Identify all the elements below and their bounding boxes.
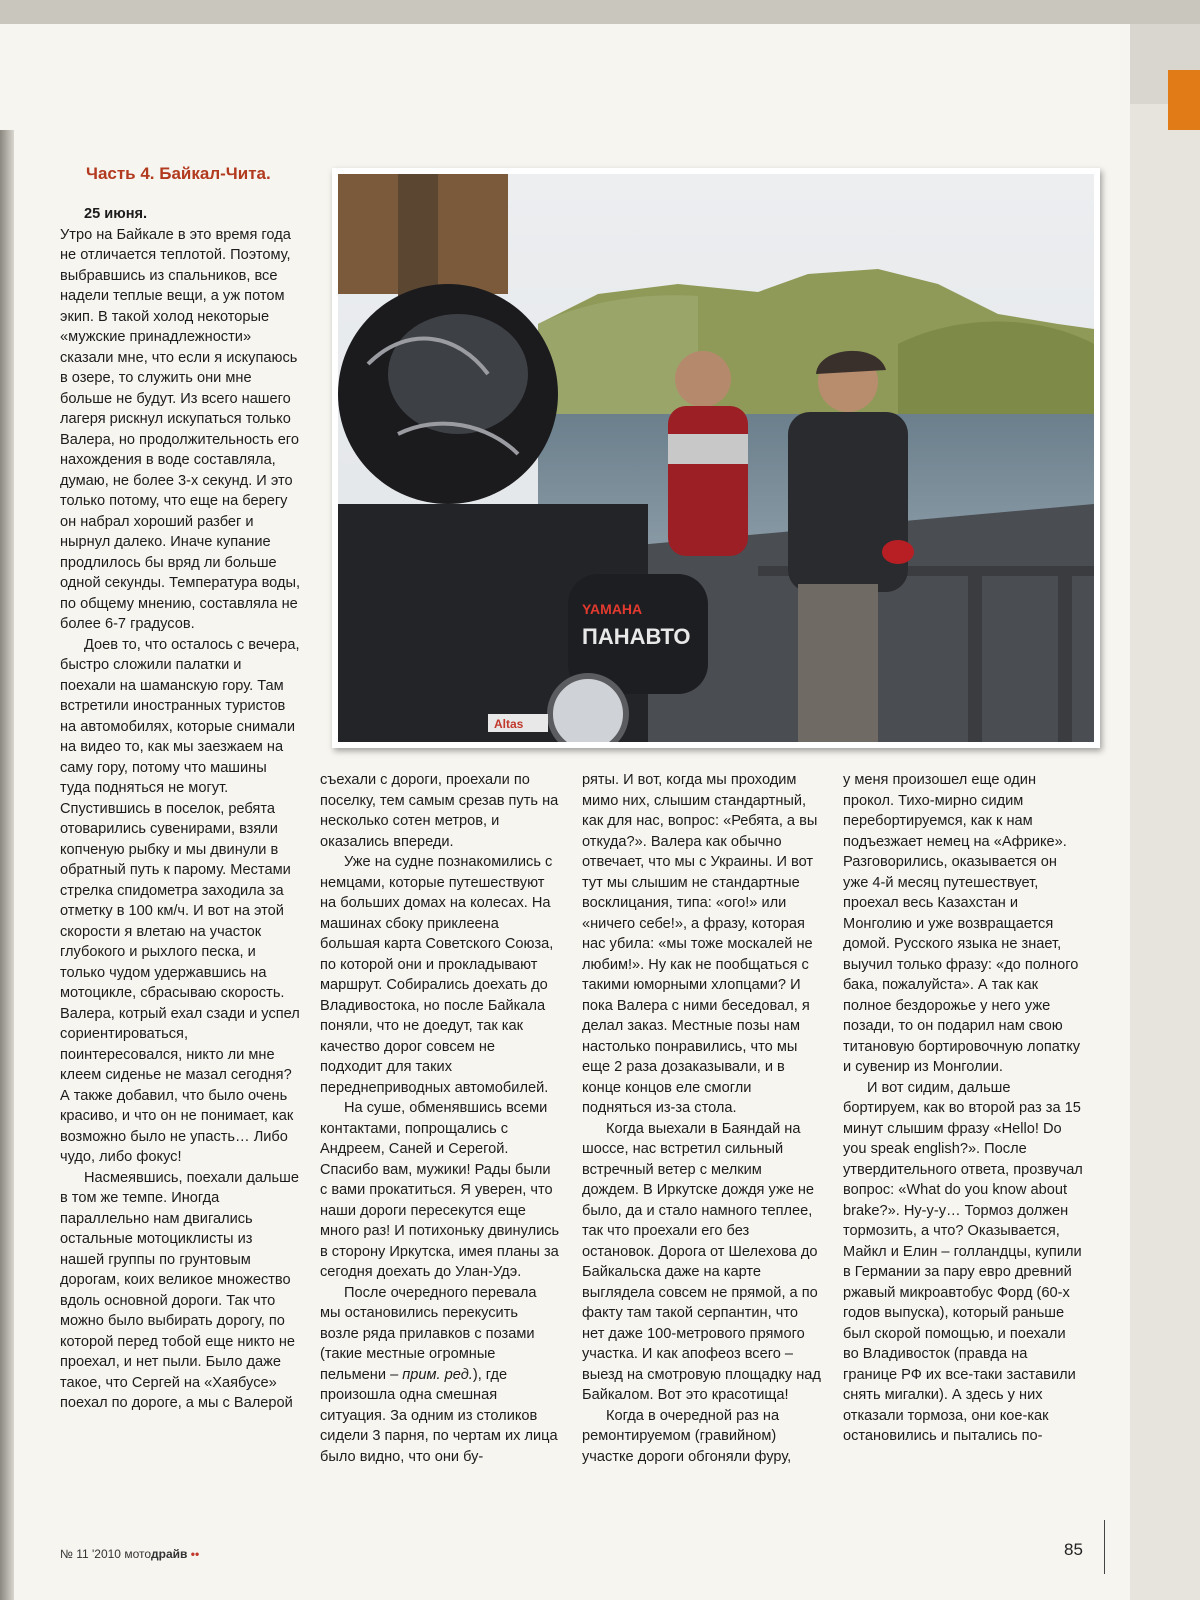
railing-post xyxy=(1058,566,1072,742)
paragraph: И вот сидим, дальше бортируем, как во второй раз за 15 минут слышим фразу «Hello! Do you speak english?». После утвердительного ответа, прозвучал вопрос: «What do you know about brake?». Ну-у-у… Тормоз должен тормозить, а что? Оказывается, Майкл и Елин – голландцы, купили в Германии за пару евро древний ржавый микроавтобус Форд (60-х годов выпуска), который раньше был скорой помощью, и поехали во Владивосток (правда на границе РФ их все-таки заставили снять мигалки). А здесь у них отказали тормоза, они кое-как остановились и пытались по- xyxy=(843,1079,1083,1444)
paragraph: Уже на судне познакомились с немцами, которые путешествуют на больших домах на колесах. На машинах сбоку приклеена большая карта Советского Союза, по которой они и прокладывают маршрут. Собирались доехать до Владивостока, но после Байкала поняли, что не доедут, так как качество дорог совсем не подходит для таких переднеприводных автомобилей. xyxy=(320,854,554,1096)
rider-black-jacket xyxy=(788,412,908,592)
railing-post xyxy=(968,566,982,742)
footer-issue xyxy=(60,1547,199,1561)
footer-divider xyxy=(1104,1520,1105,1574)
paragraph: съехали с дороги, проехали по поселку, тем самым срезав путь на несколько сотен метров, и оказались впереди. xyxy=(320,772,559,850)
text-column-3 xyxy=(582,770,822,1467)
scan-background-top xyxy=(0,0,1200,24)
paragraph xyxy=(320,1283,560,1468)
paragraph: На суше, обменявшись всеми контактами, попрощались с Андреем, Саней и Серегой. Спасибо вам, мужики! Рады были с вами прокатиться. Я уверен, что наши дороги пересекутся еще много раз! И потихоньку двинулись в сторону Иркутска, имея планы за сегодня доехать до Улан-Удэ. xyxy=(320,1100,560,1280)
magazine-name-light: мото xyxy=(124,1547,152,1561)
footer-dots: •• xyxy=(190,1547,200,1561)
magazine-name-bold: драйв xyxy=(151,1547,188,1561)
paragraph: ряты. И вот, когда мы проходим мимо них, слышим стандартный, как для нас, вопрос: «Ребята, а вы откуда?». Валера как обычно отвечает, что мы с Украины. И вот тут мы слышим не стандартные восклицания, типа: «ого!» или «ничего себе!», а фразу, которая нас убила: «мы тоже москалей не любим!». Ну как не пообщаться с такими юморными хлопцами? И пока Валера с ними беседовал, я делал заказ. Местные позы нам настолько понравились, что мы еще 2 раза дозаказывали, и в конце концов еле смогли подняться из-за стола. xyxy=(582,772,818,1116)
orange-tab xyxy=(1168,70,1200,130)
paragraph: у меня произошел еще один прокол. Тихо-мирно сидим перебортируемся, как к нам подъезжает немец на «Африке». Разговорились, оказывается он уже 4-й месяц путешествует, проехал весь Казахстан и Монголию и уже возвращается домой. Русского языка не знает, выучил только фразу: «до полного бака, пожалуйста». А так как полное бездорожье у него уже позади, то он подарил нам свою титановую бортировочную лопатку и сувенир из Монголии. xyxy=(843,772,1081,1075)
ferry-scene-illustration xyxy=(338,174,1094,742)
issue-number: № 11 '2010 xyxy=(60,1547,121,1561)
text-column-4 xyxy=(843,770,1083,1447)
rider-red-jacket xyxy=(668,406,748,556)
paragraph: Доев то, что осталось с вечера, быстро сложили палатки и поехали на шаманскую гору. Там встретили иностранных туристов на автомобилях, которые снимали на видео то, как мы заезжаем на саму гору, потому что машины туда подняться не могут. Спустившись в поселок, ребята отоварились сувенирами, взяли копченую рыбку и мы двинули в обратный путь к парому. Местами стрелка спидометра заходила за отметку в 100 км/ч. И вот на этой скорости я влетаю на участок глубокого и рыхлого песка, и только чудом удержавшись на мотоцикле, сбрасываю скорость. Валера, котрый ехал сзади и успел сориентироваться, поинтересовался, никто ли мне клеем сиденье не мазал сегодня? А также добавил, что было очень красиво, и что он не понимает, как возможно было не упасть… Либо чудо, либо фокус! xyxy=(60,636,300,1165)
headlight xyxy=(550,676,626,742)
paragraph: Насмеявшись, поехали дальше в том же темпе. Иногда параллельно нам двигались остальные мотоциклисты из нашей группы по грунтовым дорогам, коих великое множество вдоль основной дороги. Так что можно было выбирать дорогу, по которой перед тобой еще никто не проехал, и нет пыли. Было даже такое, что Сергей на «Хаябусе» поехал по дороге, а мы с Валерой xyxy=(60,1169,299,1411)
text-column-1 xyxy=(60,204,300,1414)
tank-brand: ПАНАВТО xyxy=(582,624,691,649)
page-number: 85 xyxy=(1064,1540,1083,1559)
paragraph-text: После очередного перевала мы остановились перекусить возле ряда прилавков с позами (такие местные огромные пельмени – xyxy=(320,1284,537,1383)
page-edge xyxy=(1130,104,1200,1600)
ferry-photo xyxy=(332,168,1100,748)
tire-text: Altas xyxy=(494,717,524,731)
rider-black-pants xyxy=(798,584,878,742)
glove xyxy=(882,540,914,564)
section-title: Часть 4. Байкал-Чита. xyxy=(86,164,271,183)
paragraph: Утро на Байкале в это время года не отличается теплотой. Поэтому, выбравшись из спальников, все надели теплые вещи, а уж потом экип. В такой холод некоторые «мужские принадлежности» сказали мне, что если я искупаюсь в озере, то служить они мне больше не будут. Из всего нашего лагеря рискнул искупаться только Валера, но продолжительность его нахождения в воде составляла, думаю, не более 3-х секунд. И это только потому, что еще на берегу он набрал хороший разбег и нырнул далеко. Иначе купание продлилось бы вряд ли больше одной секунды. Температура воды, по общему мнению, составляла не более 6-7 градусов. xyxy=(60,226,301,632)
text-column-2 xyxy=(320,770,560,1467)
paragraph: Когда в очередной раз на ремонтируемом (гравийном) участке дороги обгоняли фуру, xyxy=(582,1407,792,1465)
date-heading: 25 июня. xyxy=(84,206,148,222)
paragraph-text: ), где произошла одна смешная ситуация. За одним из столиков сидели 3 парня, по чертам их лица было видно, что они бу- xyxy=(320,1366,558,1465)
editor-note: прим. ред. xyxy=(402,1366,473,1383)
helmet-brand: YAMAHA xyxy=(582,601,643,617)
helmet-visor xyxy=(388,314,528,434)
page-spine-shadow xyxy=(0,130,14,1600)
rider-red-sleeve xyxy=(668,434,748,464)
rider-red-head xyxy=(675,351,731,407)
far-hill xyxy=(538,295,698,424)
paragraph: Когда выехали в Баяндай на шоссе, нас встретил сильный встречный ветер с мелким дождем. В Иркутске дождя уже не было, да и стало намного теплее, так что проехали его без остановок. Дорога от Шелехова до Байкальска даже на карте выглядела совсем не прямой, а по факту там такой серпантин, что нет даже 100-метрового прямого участка. И как апофеоз всего – выезд на смотровую площадку над Байкалом. Вот это красотища! xyxy=(582,1120,821,1403)
